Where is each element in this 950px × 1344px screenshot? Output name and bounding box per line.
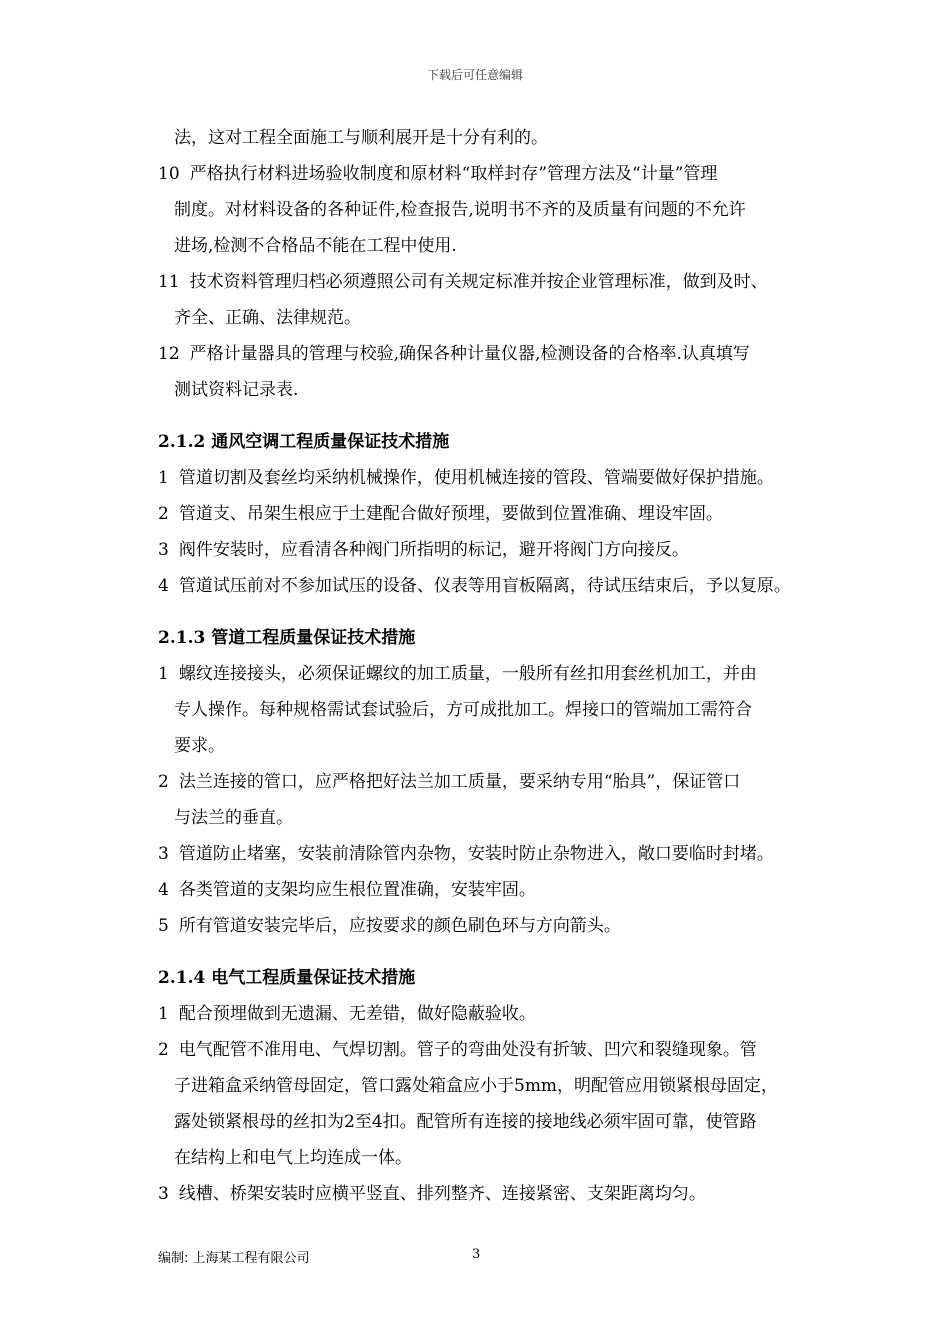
list-item-text: 所有管道安装完毕后，应按要求的颜色刷色环与方向箭头。 [178,916,621,936]
list-item-text: 进场,检测不合格品不能在工程中使用. [174,236,457,256]
list-item-number: 3 [158,540,169,560]
section [158,620,878,944]
list-item-line [158,300,878,336]
list-item-line [158,1032,878,1068]
list-item-text: 配合预埋做到无遗漏、无差错，做好隐蔽验收。 [178,1004,536,1024]
list-item-text: 要求。 [174,736,225,756]
list-item-text: 严格执行材料进场验收制度和原材料“取样封存”管理方法及“计量”管理 [189,164,718,184]
list-item-line [158,996,878,1032]
list-item-text: 法兰连接的管口，应严格把好法兰加工质量，要采纳专用“胎具”，保证管口 [178,772,741,792]
list-item-line [158,532,878,568]
list-item-line [158,728,878,764]
list-item-text: 严格计量器具的管理与校验,确保各种计量仪器,检测设备的合格率.认真填写 [189,344,750,364]
list-item-text: 管道支、吊架生根应于土建配合做好预埋，要做到位置准确、埋设牢固。 [178,504,723,524]
list-item-line [158,872,878,908]
list-item-line [158,1176,878,1212]
list-item-line [158,656,878,692]
list-item-text: 阀件安装时，应看清各种阀门所指明的标记，避开将阀门方向接反。 [178,540,689,560]
list-item-number: 2 [158,1040,169,1060]
intro-continuation: 法，这对工程全面施工与顺利展开是十分有利的。 [174,128,548,148]
list-item-line [158,192,878,228]
list-item-text: 螺纹连接接头，必须保证螺纹的加工质量，一般所有丝扣用套丝机加工，并由 [178,664,757,684]
list-item-text: 各类管道的支架均应生根位置准确，安装牢固。 [178,880,536,900]
list-item-line [158,908,878,944]
list-item-number: 5 [158,916,169,936]
list-item-text: 管道试压前对不参加试压的设备、仪表等用盲板隔离，待试压结束后，予以复原。 [178,576,791,596]
section-heading: 2.1.2 通风空调工程质量保证技术措施 [158,432,450,452]
list-item-text: 专人操作。每种规格需试套试验后，方可成批加工。焊接口的管端加工需符合 [174,700,752,720]
list-item-number: 4 [158,576,169,596]
list-item-text: 测试资料记录表. [174,380,299,400]
list-item-text: 齐全、正确、法律规范。 [174,308,361,328]
list-item-number: 2 [158,504,169,524]
list-item-text: 管道防止堵塞，安装前清除管内杂物，安装时防止杂物进入，敞口要临时封堵。 [178,844,774,864]
list-item-line [158,1104,878,1140]
list-item-number: 2 [158,772,169,792]
list-item-number: 3 [158,844,169,864]
list-item-text: 子进箱盒采纳管母固定，管口露处箱盒应小于5mm，明配管应用锁紧根母固定， [174,1076,779,1096]
sections [158,424,878,1212]
list-item-text: 电气配管不准用电、气焊切割。管子的弯曲处没有折皱、凹穴和裂缝现象。管 [178,1040,757,1060]
document-body [158,120,878,1212]
section [158,424,878,604]
list-item-number: 10 [158,164,180,184]
section [158,960,878,1212]
list-item-line [158,460,878,496]
list-item-number: 1 [158,1004,169,1024]
list-item-line [158,496,878,532]
list-item-text: 技术资料管理归档必须遵照公司有关规定标准并按企业管理标准，做到及时、 [189,272,768,292]
list-item-line [158,1068,878,1104]
list-item-number: 12 [158,344,180,364]
list-item-text: 制度。对材料设备的各种证件,检查报告,说明书不齐的及质量有问题的不允许 [174,200,746,220]
list-item-line [158,264,878,300]
list-item-text: 在结构上和电气上均连成一体。 [174,1148,412,1168]
list-item-line [158,800,878,836]
section-heading: 2.1.4 电气工程质量保证技术措施 [158,968,416,988]
page-header: 下载后可任意编辑 [426,68,523,82]
section-heading: 2.1.3 管道工程质量保证技术措施 [158,628,416,648]
footer-editor: 编制: 上海某工程有限公司 [158,1251,310,1266]
list-item-line [158,764,878,800]
list-item-number: 1 [158,468,169,488]
list-item-line [158,568,878,604]
list-item-text: 露处锁紧根母的丝扣为2至4扣。配管所有连接的接地线必须牢固可靠，使管路 [174,1112,757,1132]
list-item-text: 管道切割及套丝均采纳机械操作，使用机械连接的管段、管端要做好保护措施。 [178,468,774,488]
list-item-number: 11 [158,272,180,292]
list-item-line [158,692,878,728]
list-item-text: 与法兰的垂直。 [174,808,293,828]
list-item-number: 4 [158,880,169,900]
list-item-line [158,372,878,408]
list-item-line [158,336,878,372]
list-item-line [158,228,878,264]
footer-page-number: 3 [472,1247,481,1262]
list-item-number: 1 [158,664,169,684]
list-item-line [158,156,878,192]
list-item-number: 3 [158,1184,169,1204]
list-item-line [158,1140,878,1176]
list-item-text: 线槽、桥架安装时应横平竖直、排列整齐、连接紧密、支架距离均匀。 [178,1184,706,1204]
list-item-line [158,836,878,872]
list-items-a [158,156,878,408]
